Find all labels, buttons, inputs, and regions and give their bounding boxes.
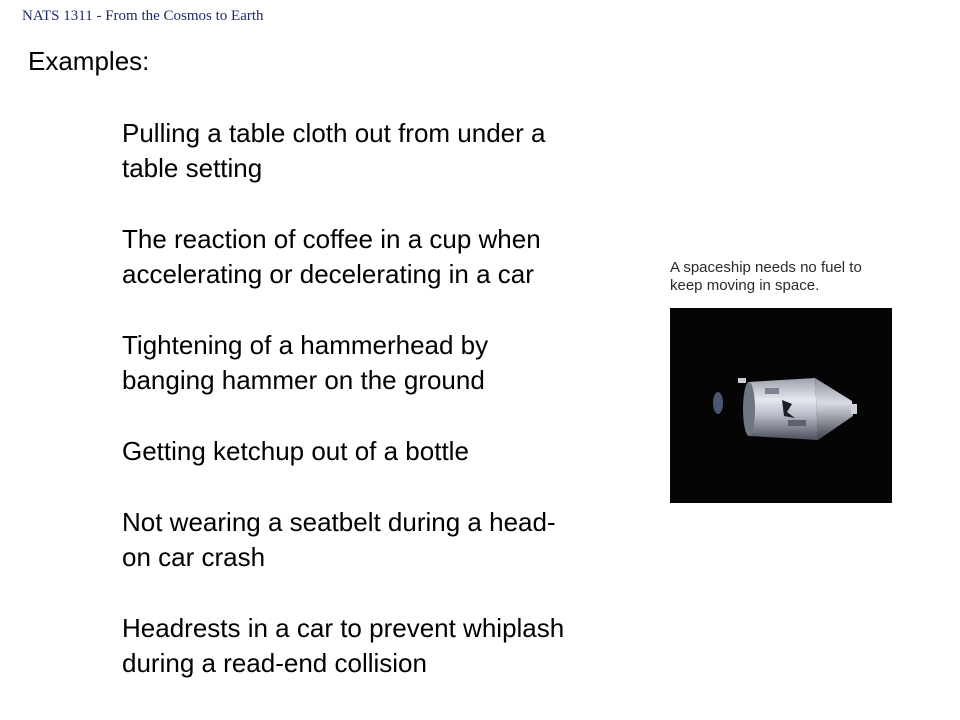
- example-item: [122, 434, 642, 469]
- hull-panel: [765, 388, 779, 394]
- example-line: table setting: [122, 153, 263, 183]
- example-line: on car crash: [122, 542, 266, 572]
- module-end: [743, 382, 755, 436]
- examples-heading: Examples:: [28, 46, 150, 76]
- planet-edge: [713, 392, 723, 414]
- example-item: [122, 505, 642, 575]
- command-module: [815, 378, 853, 440]
- docking-probe: [851, 404, 857, 414]
- example-item: [122, 116, 642, 186]
- examples-list: [122, 116, 642, 717]
- example-line: Tightening of a hammerhead by: [122, 330, 489, 360]
- spaceship-photo: [670, 308, 892, 503]
- example-line: The reaction of coffee in a cup when: [122, 224, 541, 254]
- example-line: Getting ketchup out of a bottle: [122, 436, 469, 466]
- hull-panel: [788, 420, 806, 426]
- service-module: [748, 378, 818, 440]
- example-line: accelerating or decelerating in a car: [122, 259, 534, 289]
- debris: [738, 378, 746, 383]
- spaceship-figure: [670, 259, 892, 503]
- example-line: banging hammer on the ground: [122, 365, 485, 395]
- example-line: Headrests in a car to prevent whiplash: [122, 613, 565, 643]
- figure-caption: [670, 259, 892, 295]
- example-line: during a read-end collision: [122, 648, 427, 678]
- caption-line: A spaceship needs no fuel to: [670, 259, 862, 276]
- course-header: NATS 1311 - From the Cosmos to Earth: [22, 8, 264, 24]
- example-item: [122, 222, 642, 292]
- example-item: [122, 328, 642, 398]
- caption-line: keep moving in space.: [670, 277, 820, 294]
- example-line: Not wearing a seatbelt during a head-: [122, 507, 556, 537]
- example-item: [122, 611, 642, 681]
- example-line: Pulling a table cloth out from under a: [122, 118, 546, 148]
- spaceship-illustration: [670, 308, 892, 503]
